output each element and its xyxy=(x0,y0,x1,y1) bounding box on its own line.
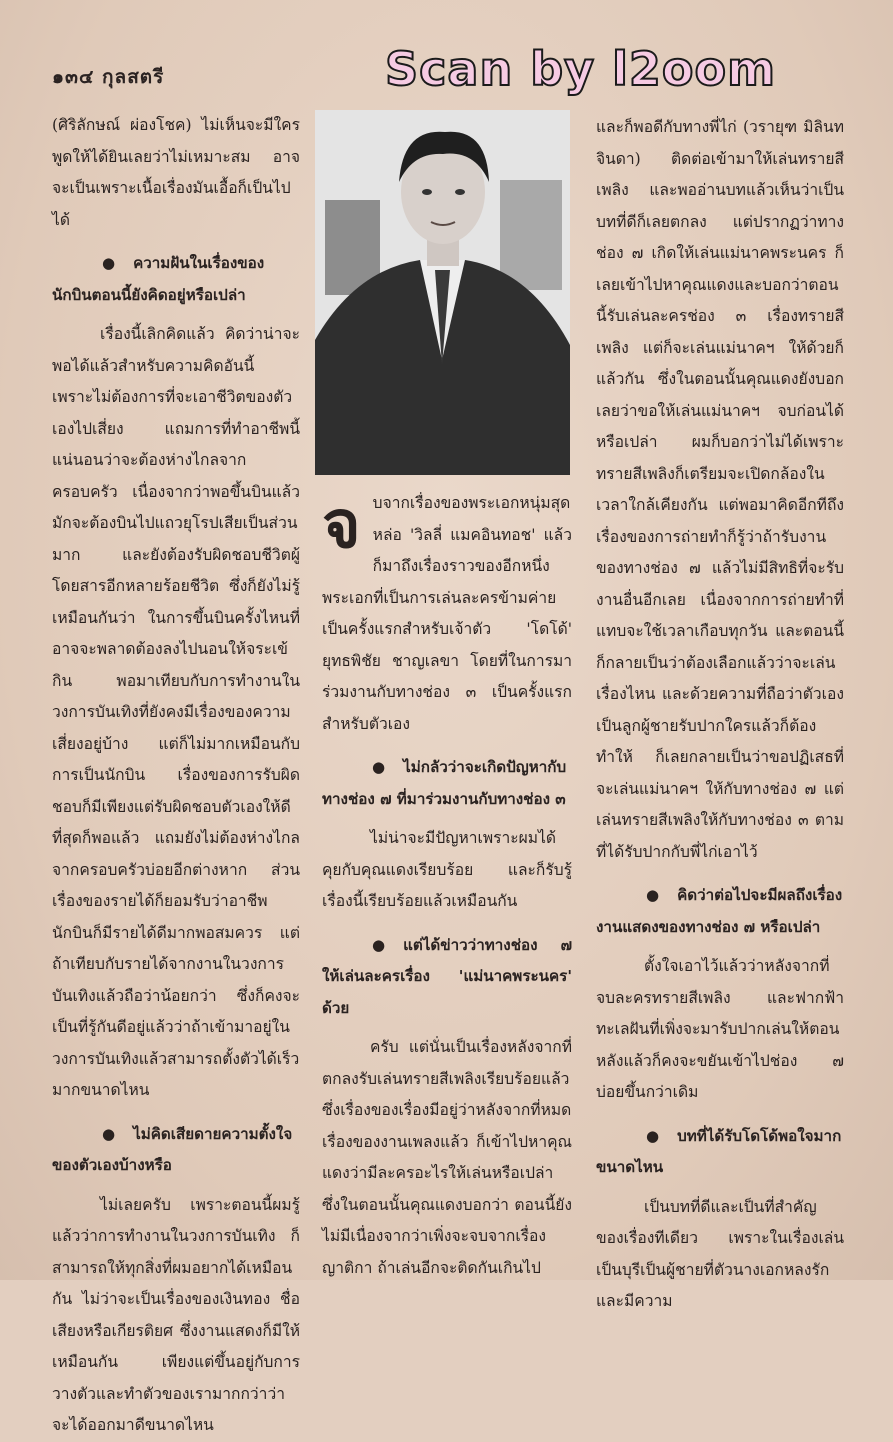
column2-question-2-text: แต่ได้ข่าวว่าทางช่อง ๗ ให้เล่นละครเรื่อง 'แม่นาคพระนคร' ด้วย xyxy=(322,935,572,1017)
article-column-2 xyxy=(322,488,572,1284)
column3-question-1 xyxy=(596,880,844,943)
bullet-icon: ● xyxy=(372,935,386,954)
article-column-1 xyxy=(52,110,300,1442)
column3-question-2 xyxy=(596,1121,844,1184)
bullet-icon: ● xyxy=(102,254,116,272)
column3-intro: และก็พอดีกับทางพี่ไก่ (วรายุฑ มิลินทจินดา) ติดต่อเข้ามาให้เล่นทรายสีเพลิง และพออ่านบทแล้วเห็นว่าเป็นบทที่ดีก็เลยตกลง แต่ปรากฏว่าทางช่อง ๗ เกิดให้เล่นแม่นาคพระนคร ก็เลยเข้าไปหาคุณแดงและบอกว่าตอนนี้รับเล่นละครช่อง ๓ เรื่องทรายสีเพลิง แต่ก็จะเล่นแม่นาคฯ ให้ด้วยก็แล้วกัน ซึ่งในตอนนั้นคุณแดงยังบอกเลยว่าขอให้เล่นแม่นาคฯ จบก่อนได้หรือเปล่า ผมก็บอกว่าไม่ได้เพราะทรายสีเพลิงก็เตรียมจะเปิดกล้องในเวลาใกล้เคียงกัน แต่พอมาคิดอีกทีถึงเรื่องของการถ่ายทำก็รู้ว่าถ้ารับงานของทางช่อง ๗ แล้วไม่มีสิทธิที่จะรับงานอื่นอีกเลย เนื่องจากการถ่ายทำที่แทบจะใช้เวลาเกือบทุกวัน และตอนนี้ก็กลายเป็นว่าต้องเลือกแล้วว่าจะเล่นเรื่องไหน และด้วยความที่ถือว่าตัวเองเป็นลูกผู้ชายรับปากใครแล้วก็ต้องทำให้ ก็เลยกลายเป็นว่าขอปฏิเสธที่จะเล่นแม่นาคฯ ให้กับทางช่อง ๗ แต่เล่นทรายสีเพลิงให้กับทางช่อง ๓ ตามที่ได้รับปากกับพี่ไก่เอาไว้ xyxy=(596,118,844,861)
scan-watermark: Scan by l2oom xyxy=(385,42,777,96)
bullet-icon: ● xyxy=(646,1126,660,1145)
column2-answer-2: ครับ แต่นั่นเป็นเรื่องหลังจากที่ตกลงรับเล่นทรายสีเพลิงเรียบร้อยแล้ว ซึ่งเรื่องของเรื่องมีอยู่ว่าหลังจากที่หมดเรื่องของงานเพลงแล้ว ก็เข้าไปหาคุณแดงว่ามีละครอะไรให้เล่นหรือเปล่า ซึ่งในตอนนั้นคุณแดงบอกว่า ตอนนี้ยังไม่มีเนื่องจากว่าเพิ่งจะจบจากเรื่องญาติกา ถ้าเล่นอีกจะติดกันเกินไป xyxy=(322,1038,572,1277)
column2-intro xyxy=(322,488,572,740)
bullet-icon: ● xyxy=(102,1124,116,1143)
column2-question-1-text: ไม่กลัวว่าจะเกิดปัญหากับทางช่อง ๗ ที่มาร่วมงานกับทางช่อง ๓ xyxy=(322,758,567,808)
column2-answer-1: ไม่น่าจะมีปัญหาเพราะผมได้คุยกับคุณแดงเรียบร้อย และก็รับรู้เรื่องนี้เรียบร้อยแล้วเหมือนกัน xyxy=(322,829,572,910)
column3-answer-2: เป็นบทที่ดีและเป็นที่สำคัญของเรื่องทีเดียว เพราะในเรื่องเล่นเป็นบุรีเป็นผู้ชายที่ตัวนางเอกหลงรักและมีความ xyxy=(596,1197,844,1310)
column1-question-2-text: ไม่คิดเสียดายความตั้งใจของตัวเองบ้างหรือ xyxy=(52,1124,293,1174)
bullet-icon: ● xyxy=(372,758,386,776)
column1-question-1-text: ความฝันในเรื่องของนักบินตอนนี้ยังคิดอยู่หรือเปล่า xyxy=(52,254,265,304)
column1-answer-1: เรื่องนี้เลิกคิดแล้ว คิดว่าน่าจะพอได้แล้วสำหรับความคิดอันนี้ เพราะไม่ต้องการที่จะเอาชีวิตของตัวเองไปเสี่ยง แถมการที่ทำอาชีพนี้แน่นอนว่าจะต้องห่างไกลจากครอบครัว เนื่องจากว่าพอขึ้นบินแล้วมักจะต้องบินไปแถวยุโรปเสียเป็นส่วนมาก และยังต้องรับผิดชอบชีวิตผู้โดยสารอีกหลายร้อยชีวิต ซึ่งก็ยังไม่รู้เหมือนกันว่า ในการขึ้นบินครั้งไหนที่อาจจะพลาดต้องลงไปนอนให้จระเข้กิน พอมาเทียบกับการทำงานในวงการบันเทิงที่ยังคงมีเรื่องของความเสี่ยงอยู่บ้าง แต่ก็ไม่มากเหมือนกับการเป็นนักบิน เรื่องของการรับผิดชอบก็มีเพียงแต่รับผิดชอบตัวเองให้ดีที่สุดก็พอแล้ว แถมยังไม่ต้องห่างไกลจากครอบครัวบ่อยอีกต่างหาก ส่วนเรื่องของรายได้ก็ยอมรับว่าอาชีพนักบินก็มีรายได้ดีมากพอสมควร แต่ถ้าเทียบกับรายได้จากงานในวงการบันเทิงแล้วถือว่าน้อยกว่า ซึ่งก็คงจะเป็นที่รู้กันดีอยู่แล้วว่าถ้าเข้ามาอยู่ในวงการบันเทิงแล้วสามารถตั้งตัวได้เร็วมากขนาดไหน xyxy=(52,325,300,1099)
drop-cap: จ xyxy=(322,486,361,563)
column2-question-2 xyxy=(322,930,572,1025)
column3-answer-1: ตั้งใจเอาไว้แล้วว่าหลังจากที่จบละครทรายสีเพลิง และฟากฟ้าทะเลฝันที่เพิ่งจะมารับปากเล่นให้ตอนหลังแล้วก็คงจะขยันเข้าไปช่อง ๗ บ่อยขึ้นกว่าเดิม xyxy=(596,957,844,1101)
column2-question-1 xyxy=(322,752,572,815)
bullet-icon: ● xyxy=(646,886,660,904)
column3-question-2-text: บทที่ได้รับโดโด้พอใจมากขนาดไหน xyxy=(596,1126,842,1176)
column1-question-2 xyxy=(52,1119,300,1182)
column1-intro: (ศิริลักษณ์ ผ่องโชค) ไม่เห็นจะมีใครพูดให้ได้ยินเลยว่าไม่เหมาะสม อาจจะเป็นเพราะเนื้อเรื่องมันเอื้อก็เป็นไปได้ xyxy=(52,116,300,229)
column2-intro-text: บจากเรื่องของพระเอกหนุ่มสุดหล่อ 'วิลลี่ แมคอินทอช' แล้ว ก็มาถึงเรื่องราวของอีกหนึ่งพระเอกที่เป็นการเล่นละครข้ามค่ายเป็นครั้งแรกสำหรับเจ้าตัว 'โดโด้' ยุทธพิชัย ชาญเลขา โดยที่ในการมาร่วมงานกับทางช่อง ๓ เป็นครั้งแรกสำหรับตัวเอง xyxy=(322,494,572,733)
column1-question-1 xyxy=(52,248,300,311)
page-header: ๑๓๔ กุลสตรี xyxy=(52,66,165,88)
actor-photo xyxy=(315,110,570,475)
article-column-3 xyxy=(596,112,844,1318)
portrait-image xyxy=(315,110,570,475)
column1-answer-2: ไม่เลยครับ เพราะตอนนี้ผมรู้แล้วว่าการทำงานในวงการบันเทิง ก็สามารถให้ทุกสิ่งที่ผมอยากได้เหมือนกัน ไม่ว่าจะเป็นเรื่องของเงินทอง ชื่อเสียงหรือเกียรติยศ ซึ่งงานแสดงก็มีให้เหมือนกัน เพียงแต่ขึ้นอยู่กับการวางตัวและทำตัวของเรามากกว่าว่าจะได้ออกมาดีขนาดไหน xyxy=(52,1195,300,1434)
column3-question-1-text: คิดว่าต่อไปจะมีผลถึงเรื่องงานแสดงของทางช่อง ๗ หรือเปล่า xyxy=(596,886,843,936)
